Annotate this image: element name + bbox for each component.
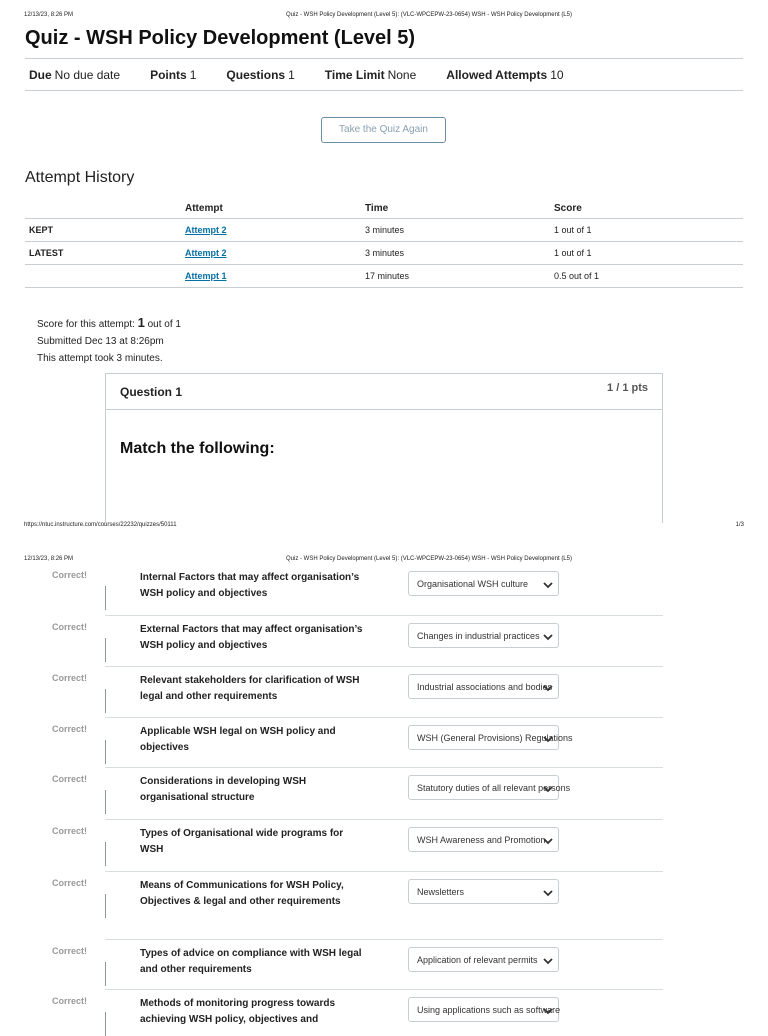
meta-questions: Questions 1 xyxy=(226,67,295,82)
chevron-down-icon xyxy=(542,888,554,898)
match-answer-value: Newsletters xyxy=(417,887,465,897)
page-title: Quiz - WSH Policy Development (Level 5) xyxy=(25,27,416,49)
attempt-history-table xyxy=(25,196,743,288)
question-text: Match the following: xyxy=(120,440,275,457)
match-answer-select[interactable] xyxy=(408,674,559,699)
meta-points: Points 1 xyxy=(150,67,197,82)
match-answer-value: Changes in industrial practices xyxy=(417,631,540,641)
match-prompt: Relevant stakeholders for clarification of WSH legal and other requirements xyxy=(140,675,360,702)
row-divider xyxy=(105,666,663,667)
print-timestamp: 12/13/23, 8:26 PM xyxy=(24,556,74,562)
chevron-down-icon xyxy=(542,784,554,794)
match-answer-select[interactable] xyxy=(408,827,559,852)
meta-time-limit: Time Limit None xyxy=(324,67,417,82)
submitted-line: Submitted Dec 13 at 8:26pm xyxy=(37,336,164,347)
match-answer-select[interactable] xyxy=(408,571,559,596)
correct-label: Correct! xyxy=(52,826,88,836)
table-header-time: Time xyxy=(365,196,554,218)
take-quiz-again-button[interactable]: Take the Quiz Again xyxy=(321,117,446,143)
chevron-down-icon xyxy=(542,1006,554,1016)
question-card xyxy=(105,373,663,523)
row-divider xyxy=(105,819,663,820)
chevron-down-icon xyxy=(542,632,554,642)
question-points: 1 / 1 pts xyxy=(607,382,648,394)
row-label: KEPT xyxy=(25,218,185,241)
attempt-time: 3 minutes xyxy=(365,218,554,241)
attempt-summary xyxy=(37,314,181,367)
row-divider xyxy=(105,615,663,616)
answer-indicator-bar xyxy=(105,740,106,764)
print-doc-title: Quiz - WSH Policy Development (Level 5): (VLC-WPCEPW-23-0654) WSH - WSH Policy Development (L5) xyxy=(286,556,572,562)
row-divider xyxy=(105,717,663,718)
correct-label: Correct! xyxy=(52,996,88,1006)
match-answer-value: Application of relevant permits xyxy=(417,955,538,965)
chevron-down-icon xyxy=(542,836,554,846)
row-divider xyxy=(105,871,663,872)
table-header-blank xyxy=(25,196,185,218)
answer-indicator-bar xyxy=(105,842,106,866)
correct-label: Correct! xyxy=(52,673,88,683)
match-answer-value: Using applications such as software xyxy=(417,1005,561,1015)
match-answer-value: WSH (General Provisions) Regulations xyxy=(417,733,573,743)
print-doc-title: Quiz - WSH Policy Development (Level 5): (VLC-WPCEPW-23-0654) WSH - WSH Policy Development (L5) xyxy=(286,12,572,18)
row-divider xyxy=(105,939,663,940)
row-label xyxy=(25,264,185,287)
match-answer-select[interactable] xyxy=(408,997,559,1022)
chevron-down-icon xyxy=(542,580,554,590)
match-prompt: External Factors that may affect organisation’s WSH policy and objectives xyxy=(140,624,363,651)
print-url: https://ntuc.instructure.com/courses/22232/quizzes/50111 xyxy=(24,522,177,528)
match-answer-select[interactable] xyxy=(408,775,571,800)
match-answer-select[interactable] xyxy=(408,725,573,750)
meta-allowed-attempts: Allowed Attempts 10 xyxy=(446,67,564,82)
quiz-meta-bar xyxy=(25,58,743,91)
print-timestamp: 12/13/23, 8:26 PM xyxy=(24,12,74,18)
table-header-row xyxy=(25,196,743,218)
answer-indicator-bar xyxy=(105,689,106,713)
answer-indicator-bar xyxy=(105,790,106,814)
match-answer-value: Industrial associations and bodies xyxy=(417,682,553,692)
correct-label: Correct! xyxy=(52,878,88,888)
attempt-score: 1 out of 1 xyxy=(554,241,743,264)
answer-indicator-bar xyxy=(105,894,106,918)
answer-indicator-bar xyxy=(105,586,106,610)
match-prompt: Types of advice on compliance with WSH legal and other requirements xyxy=(140,948,362,975)
attempt-time: 17 minutes xyxy=(365,264,554,287)
table-row xyxy=(25,264,743,287)
match-prompt: Types of Organisational wide programs for WSH xyxy=(140,828,344,855)
answer-indicator-bar xyxy=(105,638,106,662)
attempt-link[interactable]: Attempt 1 xyxy=(185,270,227,281)
attempt-time: 3 minutes xyxy=(365,241,554,264)
match-prompt: Methods of monitoring progress towards achieving WSH policy, objectives and xyxy=(140,998,336,1025)
match-list xyxy=(0,552,768,1024)
attempt-score: 1 out of 1 xyxy=(554,218,743,241)
question-header xyxy=(106,374,662,410)
correct-label: Correct! xyxy=(52,724,88,734)
match-answer-value: WSH Awareness and Promotion xyxy=(417,835,546,845)
correct-label: Correct! xyxy=(52,570,88,580)
correct-label: Correct! xyxy=(52,774,88,784)
match-prompt: Considerations in developing WSH organisational structure xyxy=(140,776,307,803)
chevron-down-icon xyxy=(542,734,554,744)
match-answer-select[interactable] xyxy=(408,623,559,648)
meta-due: Due No due date xyxy=(29,67,121,82)
duration-line: This attempt took 3 minutes. xyxy=(37,353,163,364)
correct-label: Correct! xyxy=(52,622,88,632)
match-answer-value: Organisational WSH culture xyxy=(417,579,529,589)
attempt-history-title: Attempt History xyxy=(25,169,135,186)
attempt-score: 0.5 out of 1 xyxy=(554,264,743,287)
match-answer-select[interactable] xyxy=(408,947,559,972)
question-number: Question 1 xyxy=(120,385,183,399)
attempt-score-value: 1 xyxy=(137,315,145,330)
row-divider xyxy=(105,767,663,768)
answer-indicator-bar xyxy=(105,1012,106,1036)
attempt-score-line: Score for this attempt: 1 out of 1 xyxy=(37,315,181,330)
table-header-score: Score xyxy=(554,196,743,218)
table-header-attempt: Attempt xyxy=(185,196,365,218)
answer-indicator-bar xyxy=(105,962,106,986)
table-row xyxy=(25,241,743,264)
match-prompt: Applicable WSH legal on WSH policy and objectives xyxy=(140,726,336,753)
attempt-link[interactable]: Attempt 2 xyxy=(185,224,227,235)
print-header xyxy=(0,12,768,26)
row-label: LATEST xyxy=(25,241,185,264)
chevron-down-icon xyxy=(542,956,554,966)
attempt-link[interactable]: Attempt 2 xyxy=(185,247,227,258)
match-answer-select[interactable] xyxy=(408,879,559,904)
table-row xyxy=(25,218,743,241)
match-prompt: Means of Communications for WSH Policy, Objectives & legal and other requirements xyxy=(140,880,344,907)
row-divider xyxy=(105,989,663,990)
chevron-down-icon xyxy=(542,683,554,693)
print-page-number: 1/3 xyxy=(735,522,744,528)
match-prompt: Internal Factors that may affect organisation’s WSH policy and objectives xyxy=(140,572,360,599)
correct-label: Correct! xyxy=(52,946,88,956)
match-answer-value: Statutory duties of all relevant persons xyxy=(417,783,571,793)
